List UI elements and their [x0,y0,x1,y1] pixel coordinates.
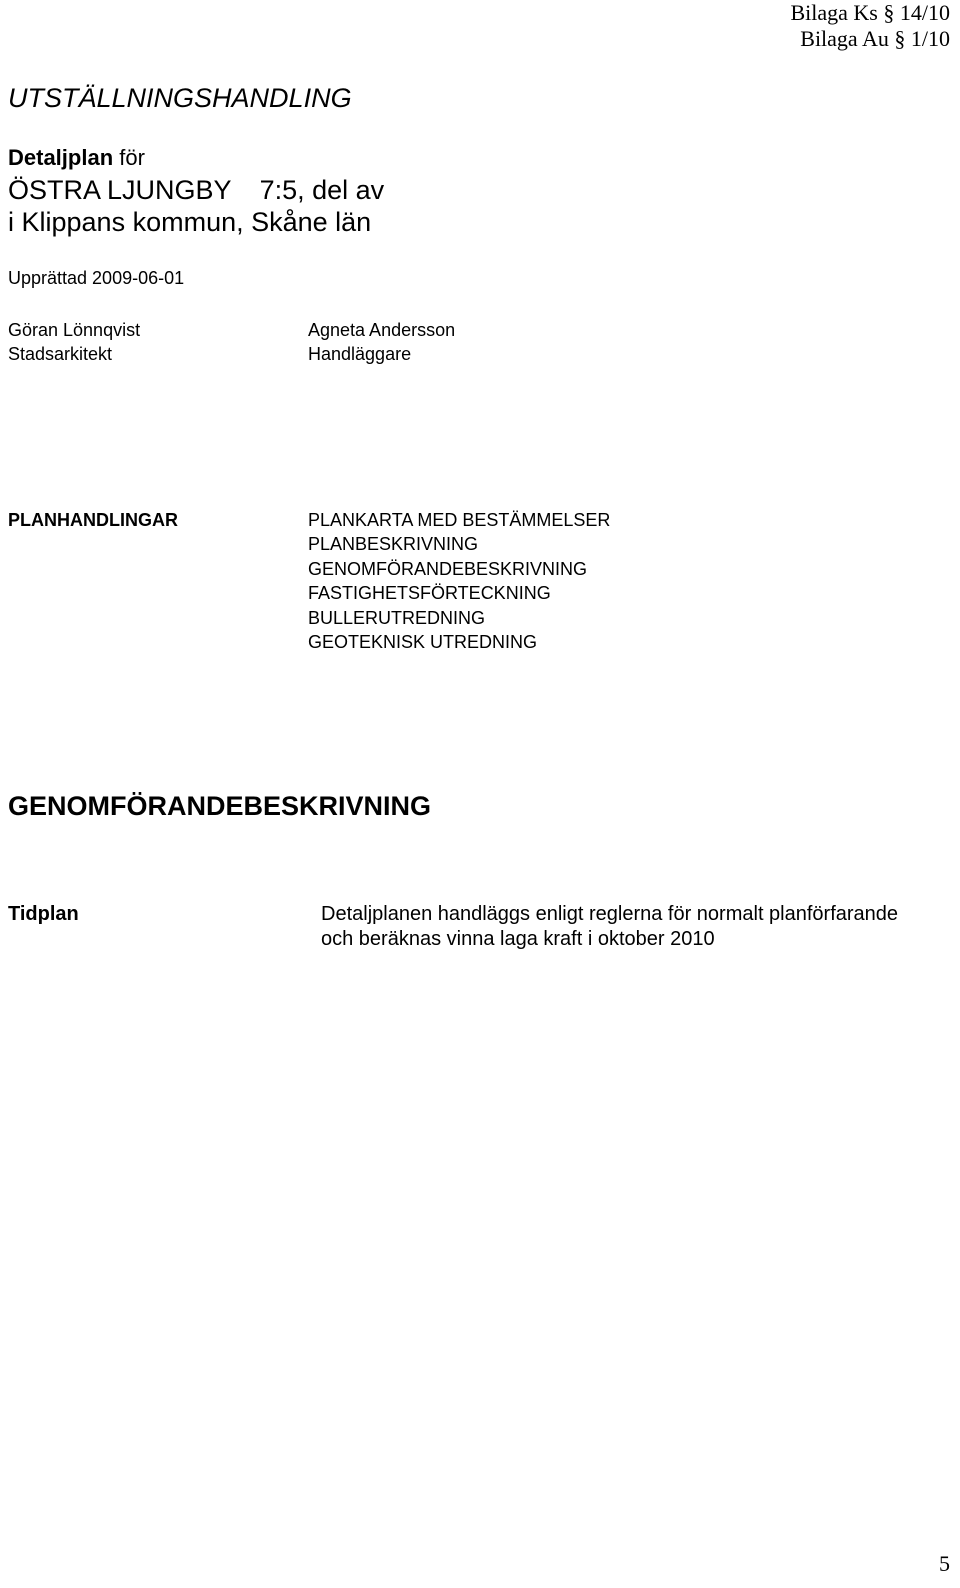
handling-type-heading: UTSTÄLLNINGSHANDLING [8,83,352,113]
bilaga-au-value: 1/10 [910,26,950,51]
tidplan-line: och beräknas vinna laga kraft i oktober 2010 [321,928,715,950]
list-item: GEOTEKNISK UTREDNING [308,632,538,653]
paragraph-symbol: § [894,26,906,51]
bilaga-au-reference [800,26,950,52]
signatory-role: Handläggare [308,344,412,364]
planhandlingar-label: PLANHANDLINGAR [8,510,178,530]
list-item: PLANBESKRIVNING [308,534,479,555]
bilaga-ks-prefix: Bilaga Ks [790,0,878,25]
plan-for-word: för [119,145,145,170]
bilaga-ks-value: 14/10 [899,0,950,25]
plan-municipality: i Klippans kommun, Skåne län [8,207,372,237]
plan-area-line [8,174,384,206]
bilaga-ks-reference [790,0,950,26]
plan-type-label: Detaljplan [8,145,114,170]
tidplan-label: Tidplan [8,903,79,925]
signatory-name: Agneta Andersson [308,320,456,340]
plan-type-line [8,145,145,171]
prepared-date: Upprättad 2009-06-01 [8,268,185,288]
list-item: GENOMFÖRANDEBESKRIVNING [308,558,588,579]
list-item: PLANKARTA MED BESTÄMMELSER [308,510,611,530]
paragraph-symbol: § [883,0,895,25]
plan-property: 7:5, del av [259,175,385,205]
list-item: BULLERUTREDNING [308,607,486,628]
page-number: 5 [939,1551,950,1576]
signatory-2 [308,318,455,366]
tidplan-line: Detaljplanen handläggs enligt reglerna för normalt planförfarande [321,903,899,925]
signatory-role: Stadsarkitekt [8,344,113,364]
plan-area-name: ÖSTRA LJUNGBY [8,175,232,205]
signatory-name: Göran Lönnqvist [8,320,141,340]
bilaga-au-prefix: Bilaga Au [800,26,889,51]
tidplan-text [321,902,898,952]
list-item: FASTIGHETSFÖRTECKNING [308,583,551,604]
planhandlingar-list [308,508,610,654]
section-title: GENOMFÖRANDEBESKRIVNING [8,791,432,821]
signatory-1 [8,318,140,366]
